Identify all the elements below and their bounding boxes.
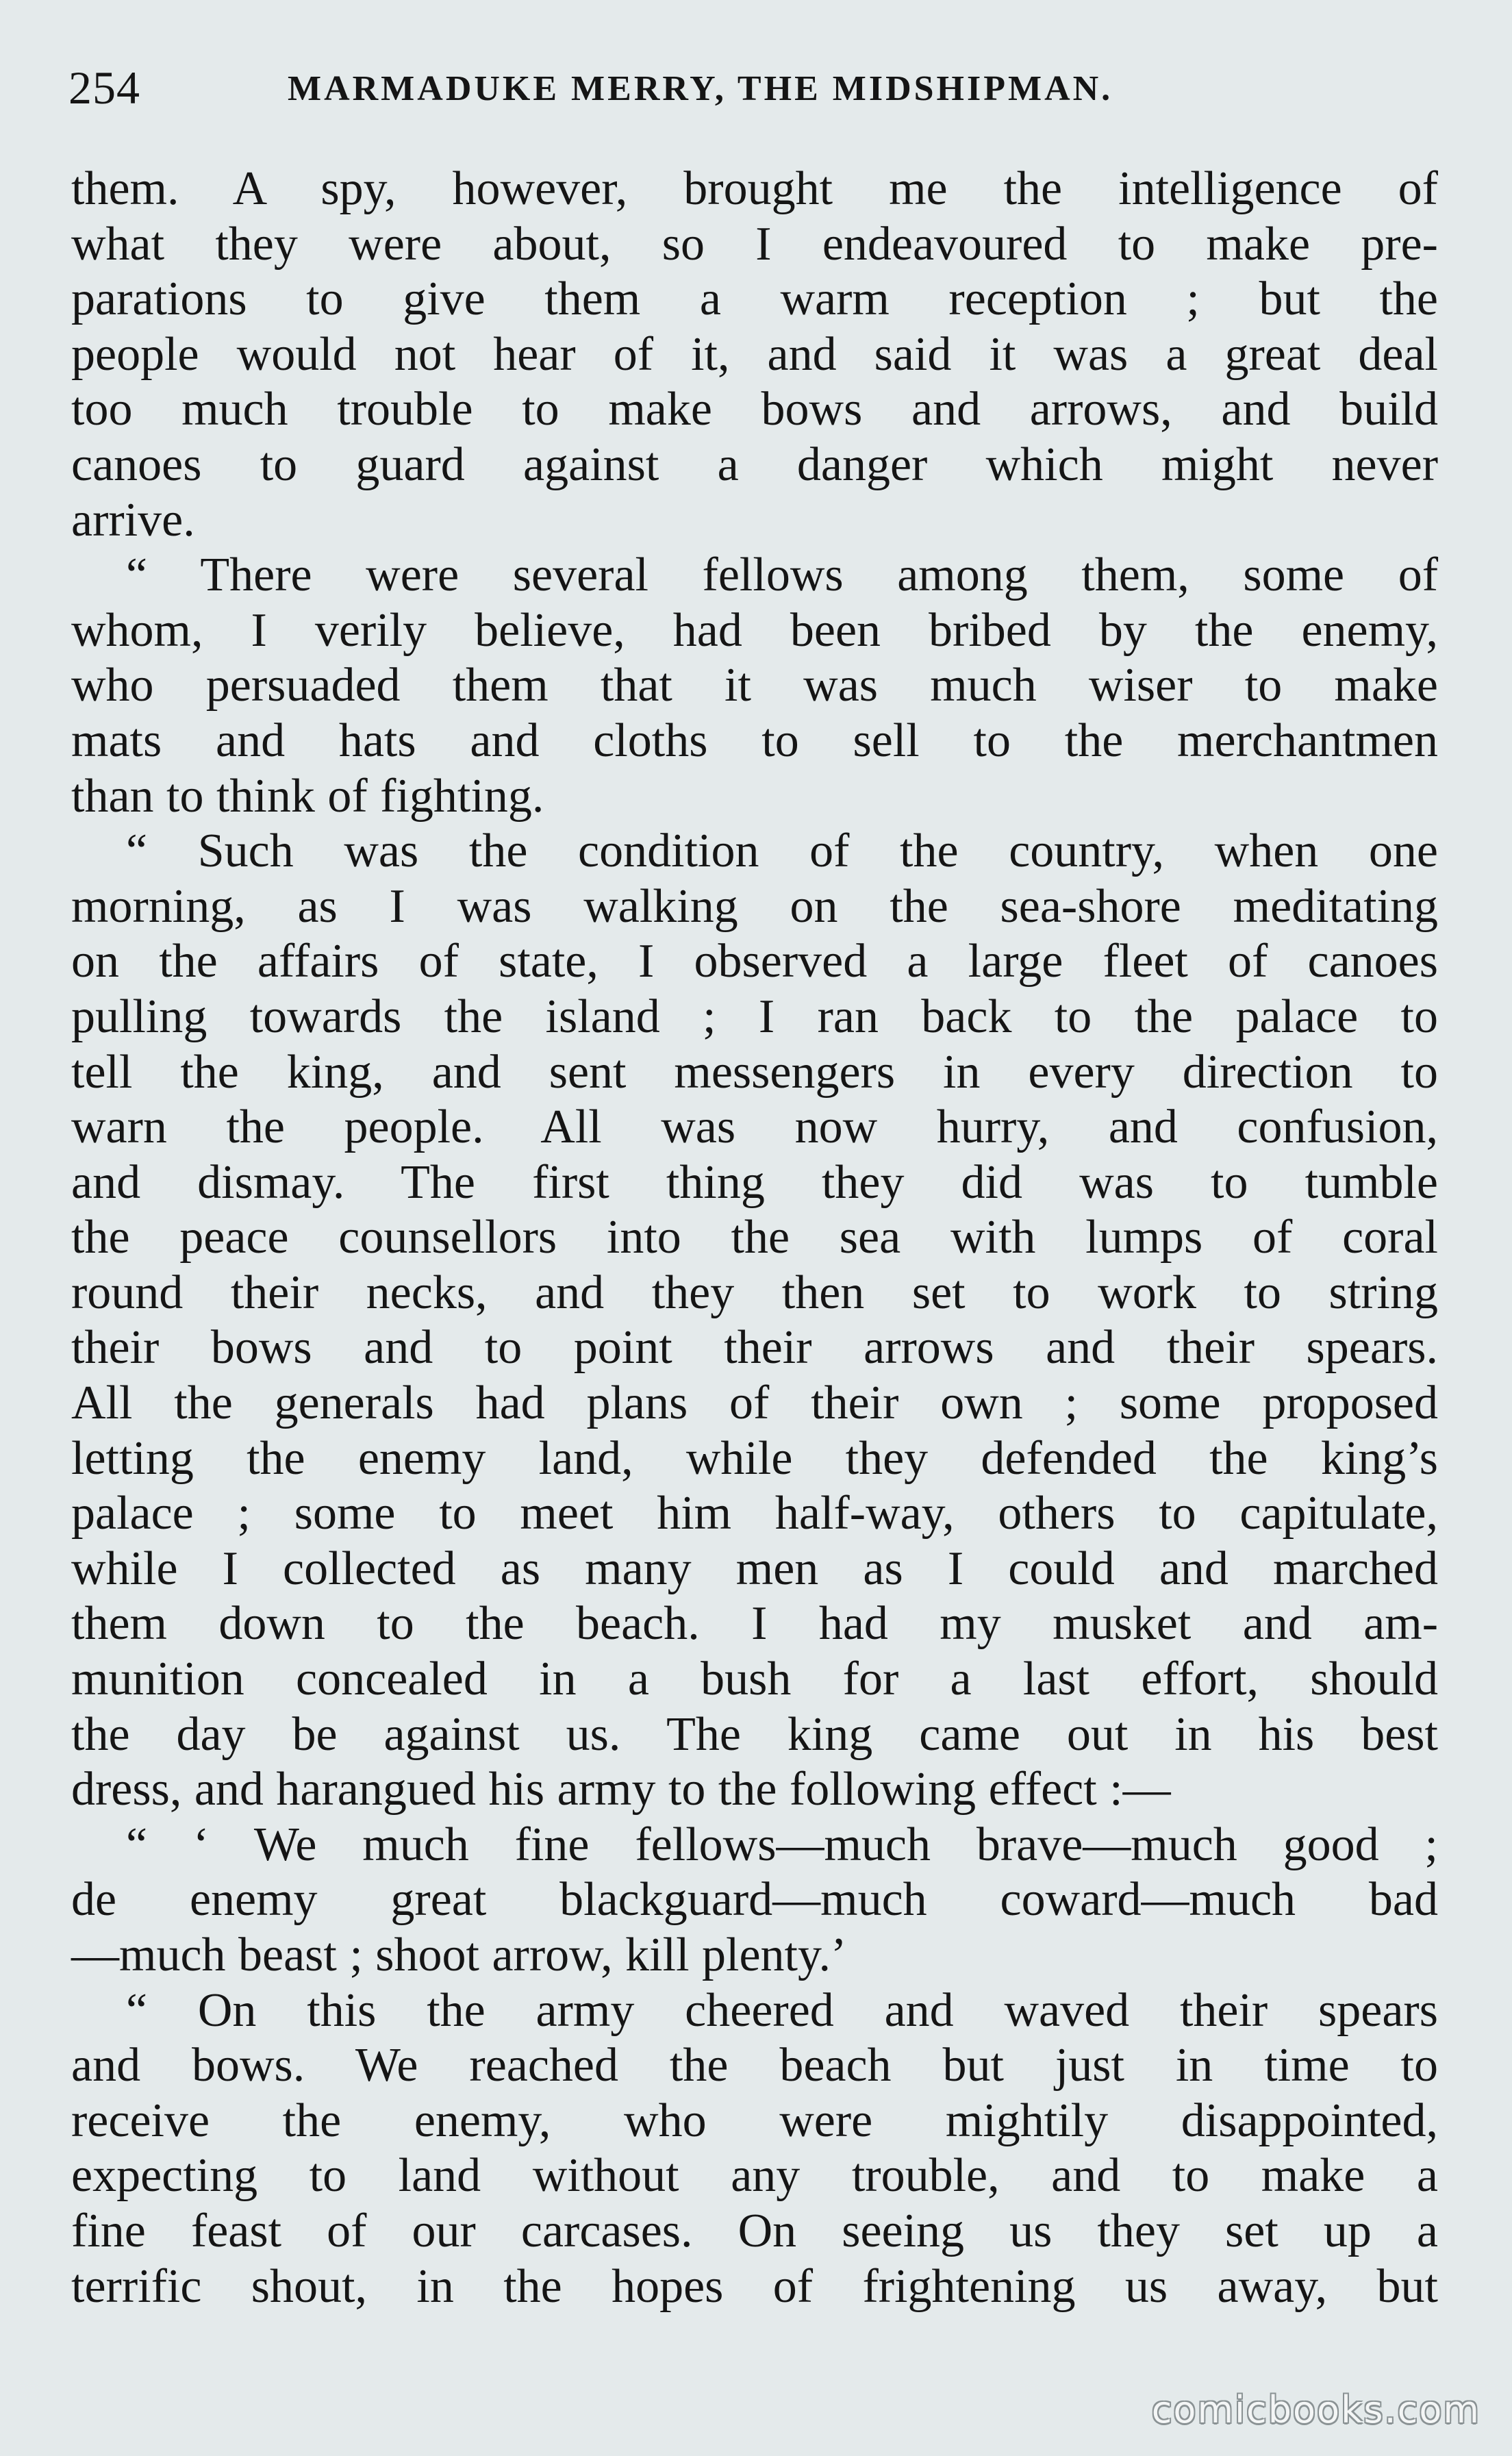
text-line: who persuaded them that it was much wiser to make bbox=[71, 659, 1438, 712]
text-line: munition concealed in a bush for a last effort, should bbox=[71, 1653, 1438, 1706]
running-head: MARMADUKE MERRY, THE MIDSHIPMAN. bbox=[288, 69, 1113, 108]
text-line: pulling towards the island ; I ran back to the palace to bbox=[71, 990, 1438, 1043]
text-line: and dismay. The first thing they did was to tumble bbox=[71, 1155, 1438, 1209]
text-line: too much trouble to make bows and arrows, and build bbox=[71, 383, 1438, 436]
text-line: the day be against us. The king came out in his best bbox=[71, 1707, 1438, 1761]
text-line: mats and hats and cloths to sell to the merchantmen bbox=[71, 714, 1438, 767]
text-line: warn the people. All was now hurry, and confusion, bbox=[71, 1101, 1438, 1154]
page-header bbox=[68, 60, 1445, 115]
watermark: comicbooks.com bbox=[1151, 2388, 1480, 2431]
body-text bbox=[71, 162, 1438, 2314]
text-line: fine feast of our carcases. On seeing us they set up a bbox=[71, 2204, 1438, 2257]
text-line: —much beast ; shoot arrow, kill plenty.’ bbox=[71, 1929, 847, 1981]
text-line: whom, I verily believe, had been bribed by the enemy, bbox=[71, 603, 1438, 657]
text-line: what they were about, so I endeavoured to make pre- bbox=[71, 217, 1438, 271]
page-number: 254 bbox=[68, 62, 140, 114]
text-line: “ There were several fellows among them, some of bbox=[126, 549, 1438, 602]
text-line: the peace counsellors into the sea with lumps of coral bbox=[71, 1211, 1438, 1264]
text-line: arrive. bbox=[71, 493, 195, 547]
text-line: while I collected as many men as I could and marched bbox=[71, 1542, 1438, 1595]
text-line: their bows and to point their arrows and their spears. bbox=[71, 1321, 1438, 1375]
text-line: terrific shout, in the hopes of frightening us away, but bbox=[71, 2259, 1438, 2313]
text-line: “ On this the army cheered and waved their spears bbox=[126, 1983, 1438, 2037]
text-line: round their necks, and they then set to work to string bbox=[71, 1266, 1438, 1319]
text-line: “ ‘ We much fine fellows—much brave—much good ; bbox=[126, 1818, 1438, 1871]
text-line: people would not hear of it, and said it was a great deal bbox=[71, 327, 1438, 381]
text-line: tell the king, and sent messengers in every direction to bbox=[71, 1045, 1438, 1099]
text-line: receive the enemy, who were mightily disappointed, bbox=[71, 2094, 1438, 2147]
text-line: parations to give them a warm reception ; but the bbox=[71, 273, 1438, 326]
text-line: letting the enemy land, while they defended the king’s bbox=[71, 1431, 1438, 1485]
text-line: dress, and harangued his army to the following effect :— bbox=[71, 1763, 1171, 1816]
text-line: on the affairs of state, I observed a large fleet of canoes bbox=[71, 935, 1438, 988]
text-line: All the generals had plans of their own ; some proposed bbox=[71, 1377, 1438, 1430]
text-line: de enemy great blackguard—much coward—much bad bbox=[71, 1873, 1438, 1927]
text-line: them. A spy, however, brought me the intelligence of bbox=[71, 162, 1438, 215]
text-line: and bows. We reached the beach but just in time to bbox=[71, 2039, 1438, 2092]
text-line: canoes to guard against a danger which might never bbox=[71, 438, 1438, 491]
text-line: them down to the beach. I had my musket and am- bbox=[71, 1597, 1438, 1651]
text-line: than to think of fighting. bbox=[71, 769, 544, 823]
text-line: morning, as I was walking on the sea-shore meditating bbox=[71, 879, 1438, 933]
text-line: palace ; some to meet him half-way, others to capitulate, bbox=[71, 1487, 1438, 1540]
text-line: expecting to land without any trouble, and to make a bbox=[71, 2149, 1438, 2203]
text-line: “ Such was the condition of the country, when one bbox=[126, 825, 1438, 878]
